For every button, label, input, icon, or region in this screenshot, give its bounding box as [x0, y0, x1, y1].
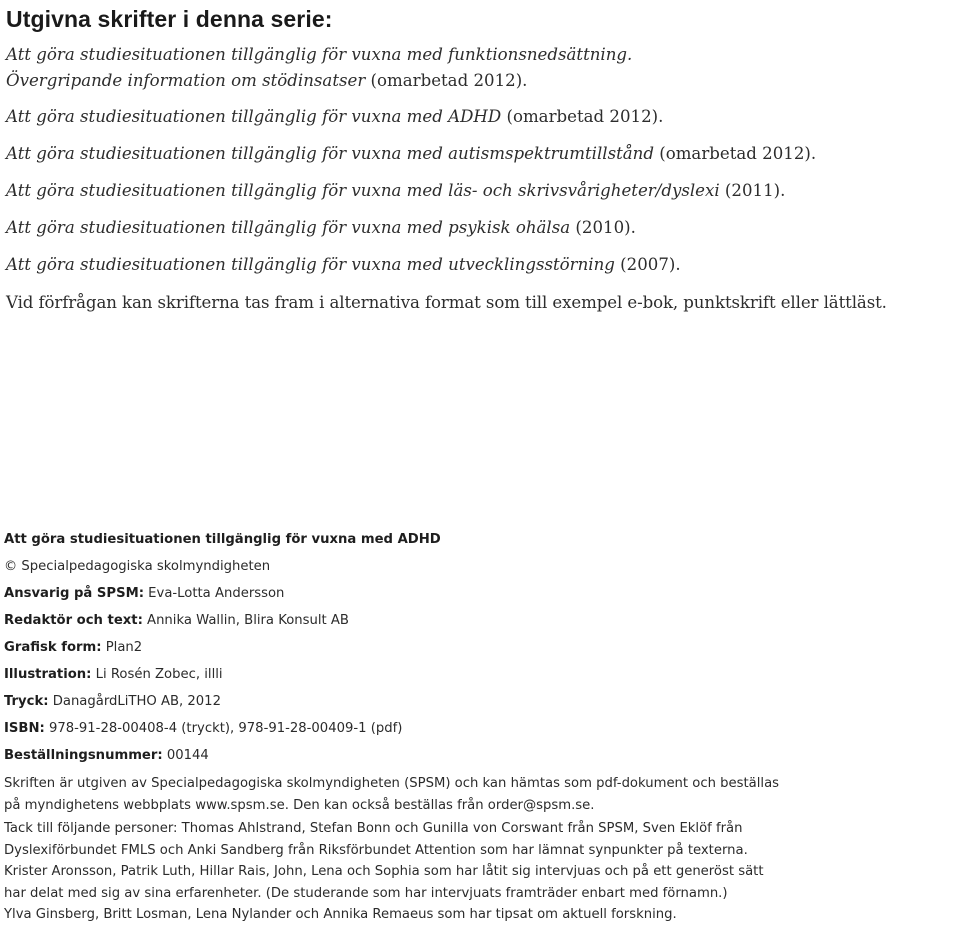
publication-title: Att göra studiesituationen tillgänglig för vuxna med läs- och skrivsvårigheter/dyslexi [6, 181, 720, 200]
publication-year: (omarbetad 2012). [506, 107, 664, 126]
illustration-label: Illustration: [4, 667, 92, 682]
order-number-label: Beställningsnummer: [4, 748, 163, 763]
publication-item [6, 209, 956, 246]
responsible-row [4, 580, 956, 607]
copyright-row: © Specialpedagogiska skolmyndigheten [4, 559, 271, 574]
publication-title-line2: Övergripande information om stödinsatser [6, 71, 366, 90]
isbn-label: ISBN: [4, 721, 45, 736]
design-row [4, 634, 956, 661]
publication-list [6, 42, 956, 283]
publication-year: (2007). [620, 255, 681, 274]
acknowledgements-paragraph [4, 818, 956, 926]
editor-row [4, 607, 956, 634]
publisher-line: på myndighetens webbplats www.spsm.se. Den kan också beställas från order@spsm.se. [4, 797, 595, 813]
publication-item [6, 135, 956, 172]
acknowledgement-line: Dyslexiförbundet FMLS och Anki Sandberg från Riksförbundet Attention som har lämnat synpunkter på texterna. [4, 842, 748, 858]
editor-label: Redaktör och text: [4, 613, 143, 628]
publication-item [6, 172, 956, 209]
print-label: Tryck: [4, 694, 49, 709]
publication-title: Att göra studiesituationen tillgänglig för vuxna med utvecklingsstörning [6, 255, 615, 274]
publication-year: (2010). [575, 218, 636, 237]
order-number-value: 00144 [162, 748, 209, 763]
publication-title: Att göra studiesituationen tillgänglig för vuxna med ADHD [6, 107, 502, 126]
publication-title: Att göra studiesituationen tillgänglig för vuxna med psykisk ohälsa [6, 218, 571, 237]
editor-value: Annika Wallin, Blira Konsult AB [142, 613, 349, 628]
acknowledgement-line: Ylva Ginsberg, Britt Losman, Lena Nylander och Annika Remaeus som har tipsat om aktuell forskning. [4, 907, 677, 922]
publication-title: Att göra studiesituationen tillgänglig för vuxna med autismspektrumtillstånd [6, 144, 654, 163]
acknowledgement-line: Krister Aronsson, Patrik Luth, Hillar Rais, John, Lena och Sophia som har låtit sig intervjuas och på ett generöst sätt [4, 864, 764, 879]
publications-section [6, 0, 956, 312]
publication-item [6, 246, 956, 283]
series-heading: Utgivna skrifter i denna serie: [6, 6, 333, 32]
isbn-row [4, 715, 956, 742]
isbn-value: 978-91-28-00408-4 (tryckt), 978-91-28-00409-1 (pdf) [44, 721, 403, 736]
illustration-row [4, 661, 956, 688]
print-row [4, 688, 956, 715]
alternative-format-note: Vid förfrågan kan skrifterna tas fram i alternativa format som till exempel e-bok, punktskrift eller lättläst. [6, 293, 887, 312]
illustration-value: Li Rosén Zobec, illli [91, 667, 223, 682]
publisher-paragraph [4, 773, 956, 816]
acknowledgement-line: Tack till följande personer: Thomas Ahlstrand, Stefan Bonn och Gunilla von Corswant från SPSM, Sven Eklöf från [4, 821, 743, 836]
publication-item [6, 42, 956, 94]
print-value: DanagårdLiTHO AB, 2012 [48, 694, 221, 709]
publication-item [6, 98, 956, 135]
colophon-title: Att göra studiesituationen tillgänglig för vuxna med ADHD [4, 532, 441, 547]
publication-year: (omarbetad 2012). [370, 71, 528, 90]
order-number-row [4, 742, 956, 769]
publisher-line: Skriften är utgiven av Specialpedagogiska skolmyndigheten (SPSM) och kan hämtas som pdf-dokument och beställas [4, 776, 780, 791]
acknowledgement-line: har delat med sig av sina erfarenheter. (De studerande som har intervjuats framträder enbart med förnamn.) [4, 885, 728, 901]
colophon [4, 526, 956, 926]
responsible-value: Eva-Lotta Andersson [143, 586, 285, 601]
publication-title-line1: Att göra studiesituationen tillgänglig för vuxna med funktionsnedsättning. [6, 45, 633, 64]
colophon-title-row [4, 526, 956, 553]
design-value: Plan2 [101, 640, 143, 655]
responsible-label: Ansvarig på SPSM: [4, 586, 144, 601]
publication-year: (omarbetad 2012). [659, 144, 817, 163]
design-label: Grafisk form: [4, 640, 102, 655]
publication-year: (2011). [724, 181, 786, 200]
